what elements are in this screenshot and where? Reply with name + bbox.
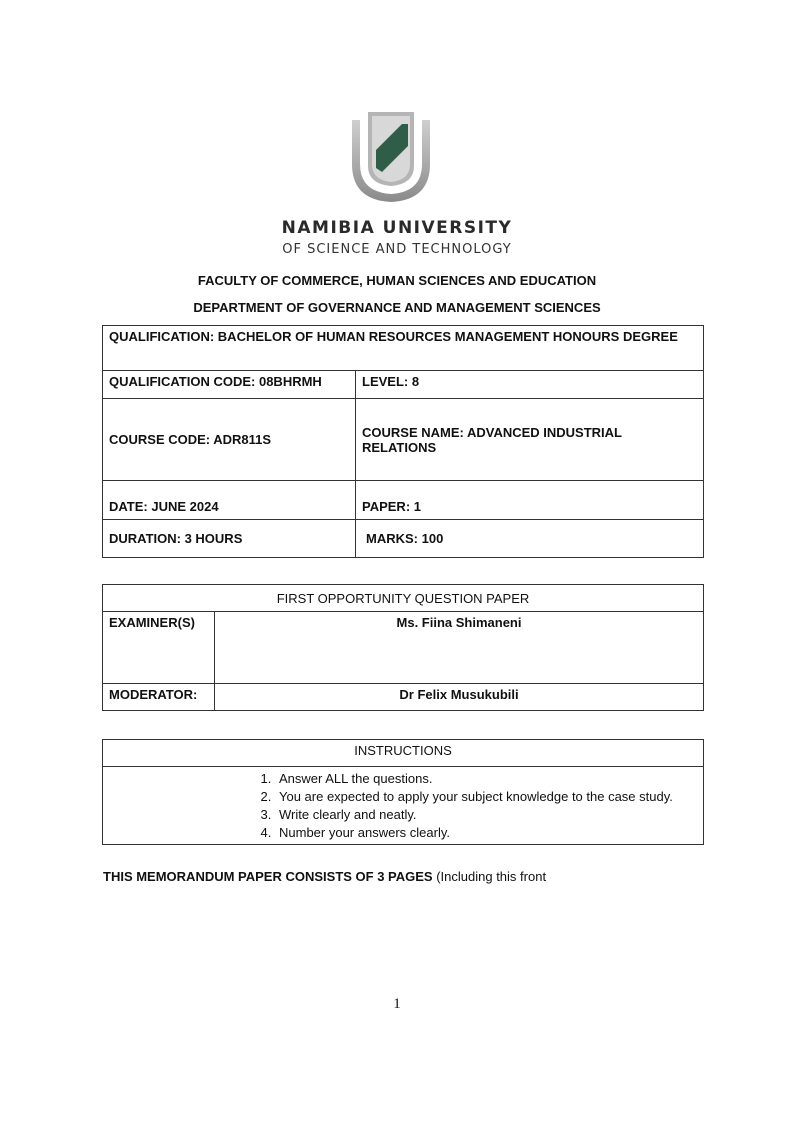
university-logo bbox=[346, 106, 436, 206]
faculty-heading: FACULTY OF COMMERCE, HUMAN SCIENCES AND EDUCATION bbox=[197, 273, 597, 288]
university-name: NAMIBIA UNIVERSITY bbox=[281, 218, 513, 238]
duration-cell: DURATION: 3 HOURS bbox=[103, 520, 356, 558]
examiner-name: Ms. Fiina Shimaneni bbox=[215, 612, 704, 684]
page-count-note-rest: (Including this front bbox=[432, 869, 547, 884]
instructions-table bbox=[102, 739, 704, 845]
page-count-note-bold: THIS MEMORANDUM PAPER CONSISTS OF 3 PAGES bbox=[103, 869, 433, 884]
course-code-cell: COURSE CODE: ADR811S bbox=[103, 399, 356, 481]
instruction-item: 1. Answer ALL the questions. bbox=[275, 770, 697, 788]
instructions-list bbox=[109, 770, 697, 842]
course-info-table bbox=[102, 325, 704, 558]
qualification-cell: QUALIFICATION: BACHELOR OF HUMAN RESOURCES MANAGEMENT HONOURS DEGREE bbox=[103, 326, 704, 371]
examiner-label: EXAMINER(S) bbox=[103, 612, 215, 684]
date-cell: DATE: JUNE 2024 bbox=[103, 481, 356, 520]
instruction-item: 4. Number your answers clearly. bbox=[275, 824, 697, 842]
instruction-item: 3. Write clearly and neatly. bbox=[275, 806, 697, 824]
page-number: 1 bbox=[393, 996, 401, 1012]
instructions-title: INSTRUCTIONS bbox=[103, 740, 704, 767]
level-cell: LEVEL: 8 bbox=[356, 371, 704, 399]
marks-cell: MARKS: 100 bbox=[356, 520, 704, 558]
qualification-code-cell: QUALIFICATION CODE: 08BHRMH bbox=[103, 371, 356, 399]
paper-cell: PAPER: 1 bbox=[356, 481, 704, 520]
department-heading: DEPARTMENT OF GOVERNANCE AND MANAGEMENT SCIENCES bbox=[193, 300, 601, 315]
moderator-name: Dr Felix Musukubili bbox=[215, 684, 704, 711]
page-count-note bbox=[103, 869, 546, 884]
moderator-label: MODERATOR: bbox=[103, 684, 215, 711]
examiners-table bbox=[102, 584, 704, 711]
course-name-cell: COURSE NAME: ADVANCED INDUSTRIAL RELATIONS bbox=[356, 399, 704, 481]
university-subtitle: OF SCIENCE AND TECHNOLOGY bbox=[282, 242, 512, 257]
instruction-item: 2. You are expected to apply your subject knowledge to the case study. bbox=[275, 788, 697, 806]
opportunity-title: FIRST OPPORTUNITY QUESTION PAPER bbox=[103, 585, 704, 612]
